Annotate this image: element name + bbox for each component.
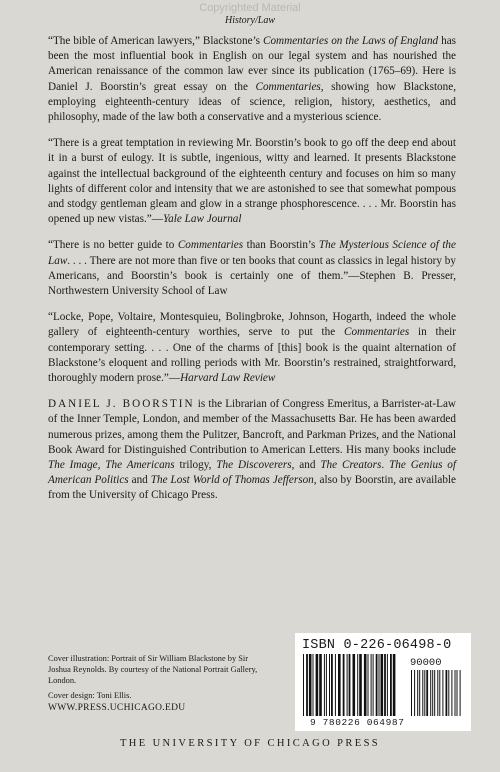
cover-credits	[48, 654, 258, 707]
barcode-bar	[347, 654, 348, 716]
barcode-bar	[303, 654, 304, 716]
text-run-11: , also by Boorstin, are available from the University of Chicago Press.	[48, 474, 457, 502]
barcode-bar	[422, 670, 423, 716]
barcode-bar	[357, 654, 358, 716]
barcode-bar	[309, 654, 312, 716]
barcode-bar	[411, 670, 412, 716]
text-run-9: and	[128, 474, 151, 487]
italic-run-2: The Image, The Americans	[48, 459, 175, 472]
barcode-bar	[414, 670, 415, 716]
isbn-number: ISBN 0-226-06498-0	[302, 638, 452, 653]
ean-number: 9 780226 064987	[310, 717, 405, 728]
barcode-bar	[448, 670, 449, 716]
review-presser	[48, 238, 456, 299]
barcode-bar	[331, 654, 333, 716]
cover-illustration-credit: Cover illustration: Portrait of Sir William Blackstone by Sir Joshua Reynolds. By courtesy of the National Portrait Gallery, London.	[48, 654, 258, 685]
text-run-5: , and	[291, 459, 321, 472]
barcode-bar	[419, 670, 420, 716]
barcode-bar	[373, 654, 374, 716]
description-paragraph	[48, 34, 456, 125]
addon-barcode	[410, 670, 462, 716]
ean-barcode	[302, 654, 398, 716]
barcode-bar	[457, 670, 458, 716]
barcode-bar	[451, 670, 452, 716]
barcode-bar	[424, 670, 425, 716]
text-run-4: , showing how Blackstone, employing eighteenth-century ideas of science, religion, history, aesthetics, and philosophy, made of the law both a conservative and a mysterious science.	[48, 80, 456, 124]
barcode-bar	[442, 670, 443, 716]
italic-run-3: Harvard Law Review	[180, 372, 276, 385]
barcode-bar	[455, 670, 456, 716]
text-run-3: trilogy,	[174, 459, 217, 472]
text-run-0: “The bible of American lawyers,” Blackstone’s	[48, 35, 263, 47]
publisher-name: THE UNIVERSITY OF CHICAGO PRESS	[119, 738, 381, 749]
barcode-bar	[432, 670, 433, 716]
barcode-bar	[326, 654, 327, 716]
barcode-bar	[306, 654, 308, 716]
publisher-website: WWW.PRESS.UCHICAGO.EDU	[48, 703, 186, 713]
barcode-bar	[430, 670, 431, 716]
italic-run-4: The Discoverers	[216, 459, 292, 472]
barcode-bar	[460, 670, 461, 716]
barcode-bar	[376, 654, 378, 716]
barcode-bar	[364, 654, 367, 716]
barcode-bar	[387, 654, 388, 716]
barcode-bar	[316, 654, 319, 716]
price-code: 90000	[410, 657, 442, 669]
barcode-bar	[384, 654, 386, 716]
barcode-bar	[368, 654, 369, 716]
barcode-bar	[319, 654, 322, 716]
review-harvard	[48, 310, 456, 386]
barcode-bar	[343, 654, 345, 716]
italic-run-1: Commentaries on the Laws of England	[263, 35, 439, 47]
text-run-4: . . . . There are not more than five or ten books that count as classics in legal history by Americans, and Boorstin’s book is certainly one of them.”—Stephen B. Presser, Northwestern University School of Law	[48, 254, 456, 298]
text-run-0: DANIEL J. BOORSTIN	[48, 398, 195, 411]
barcode-bar	[335, 654, 336, 716]
text-run-2: has been the most influential book in English on our legal system and has nourished the American renaissance of the common law ever since its publication (1765–69). Here is Daniel J. Boorstin’s great essay on the	[48, 35, 457, 93]
barcode-bar	[353, 654, 356, 716]
text-run-0: “There is no better guide to	[48, 239, 178, 252]
text-run-7: .	[381, 459, 390, 472]
italic-run-1: Yale Law Journal	[162, 213, 242, 226]
barcode-bar	[313, 654, 314, 716]
barcode-bar	[324, 654, 325, 716]
barcode-bar	[437, 670, 438, 716]
barcode-bar	[371, 654, 372, 716]
text-run-1: is the Librarian of Congress Emeritus, a Barrister-at-Law of the Inner Temple, London, and member of the Massachusetts Bar. He has been awarded numerous prizes, among them the Pulitzer, Bancroft, and Parkman Prizes, and the National Book Award for Distinguished Contribution to American Letters. His many books include	[48, 398, 456, 456]
text-run-0: “There is a great temptation in reviewing Mr. Boorstin’s book to go off the deep end about it in a burst of eulogy. It is subtle, ingenious, witty and learned. It presents Blackstone against the intellectual background of the eighteenth century and focuses on him so many lights of different color and intensity that we are astonished to see that somewhat pompous and stodgy gentleman gleam and glow in a strange phosphorescence. . . . Mr. Boorstin has opened up new vistas.”—	[48, 137, 456, 226]
italic-run-3: The Mysterious Science of the Law	[48, 239, 456, 267]
italic-run-3: Commentaries	[255, 80, 321, 93]
text-run-2: in their contemporary setting. . . . One of the charms of [this] book is the quaint alternation of Blackstone’s eloquent and rolling periods with Mr. Boorstin’s restrained, straightforward, thoroughly modern prose.”—	[48, 326, 456, 385]
barcode-bar	[434, 670, 435, 716]
barcode-bar	[426, 670, 428, 716]
text-run-0: “Locke, Pope, Voltaire, Montesquieu, Bolingbroke, Johnson, Hogarth, indeed the whole gallery of eighteenth-century worthies, serve to put the	[48, 311, 456, 339]
italic-run-1: Commentaries	[177, 239, 244, 252]
barcode-bar	[349, 654, 351, 716]
author-bio	[48, 397, 456, 503]
barcode-bar	[393, 654, 396, 716]
italic-run-1: Commentaries	[343, 326, 410, 339]
barcode-bar	[329, 654, 330, 716]
barcode-bar	[338, 654, 341, 716]
italic-run-8: The Genius of American Politics	[48, 459, 457, 487]
review-yale	[48, 136, 456, 227]
cover-design-credit: Cover design: Toni Ellis.	[48, 691, 132, 701]
back-cover-text	[48, 34, 456, 515]
barcode-bar	[390, 654, 392, 716]
italic-run-6: The Creators	[320, 459, 382, 472]
barcode-bar	[417, 670, 418, 716]
text-run-2: than Boorstin’s	[243, 239, 319, 252]
barcode-bar	[359, 654, 362, 716]
watermark: Copyrighted Material	[199, 2, 301, 14]
italic-run-10: The Lost World of Thomas Jefferson	[150, 474, 314, 487]
barcode-bar	[379, 654, 380, 716]
barcode-bar	[381, 654, 384, 716]
barcode-bar	[439, 670, 440, 716]
barcode-bar	[446, 670, 448, 716]
category-label: History/Law	[224, 15, 275, 26]
